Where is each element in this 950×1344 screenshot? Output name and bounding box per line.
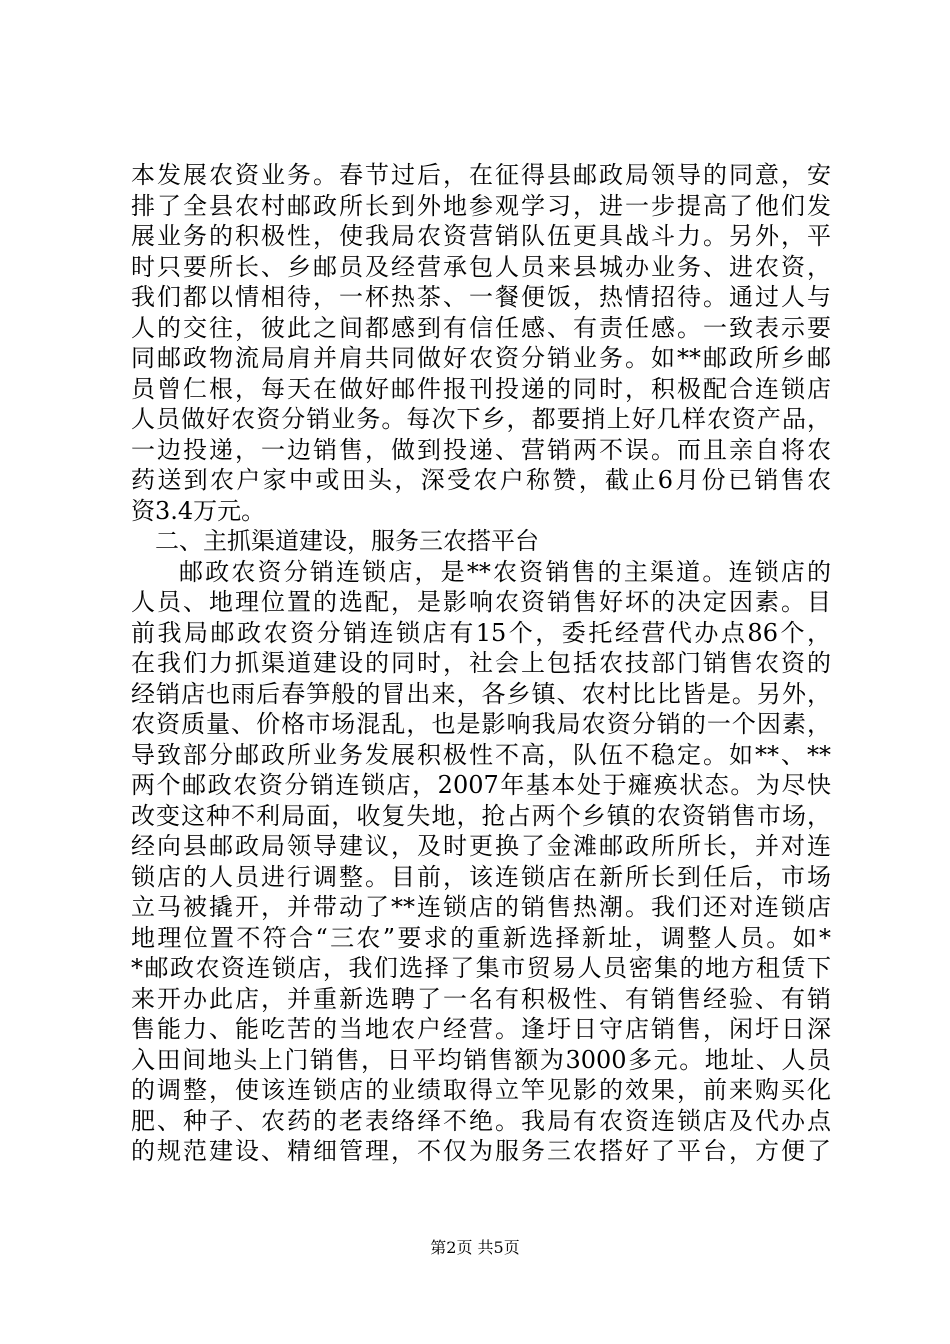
text-line: *邮政农资连锁店，我们选择了集市贸易人员密集的地方租赁下 [131,954,831,982]
text-line: 人的交往，彼此之间都感到有信任感、有责任感。一致表示要 [131,313,831,342]
text-line: 本发展农资业务。春节过后，在征得县邮政局领导的同意，安 [131,161,831,189]
text-line: 的规范建设、精细管理，不仅为服务三农搭好了平台，方便了 [131,1137,831,1165]
text-line: 资3.4万元。 [131,496,266,525]
text-line: 来开办此店，并重新选聘了一名有积极性、有销售经验、有销 [131,984,831,1013]
text-line: 锁店的人员进行调整。目前，该连锁店在新所长到任后，市场 [131,862,831,891]
text-line: 经销店也雨后春笋般的冒出来，各乡镇、农村比比皆是。另外， [131,679,831,708]
text-line: 在我们力抓渠道建设的同时，社会上包括农技部门销售农资的 [131,649,831,677]
text-line: 立马被撬开，并带动了**连锁店的销售热潮。我们还对连锁店 [131,893,831,921]
text-line: 入田间地头上门销售，日平均销售额为3000多元。地址、人员 [131,1045,831,1074]
text-line: 人员做好农资分销业务。每次下乡，都要捎上好几样农资产品， [131,405,831,433]
document-body [131,160,831,1167]
text-line: 售能力、能吃苦的当地农户经营。逢圩日守店销售，闲圩日深 [131,1015,831,1043]
text-line: 地理位置不符合“三农”要求的重新选择新址，调整人员。如* [131,923,831,952]
text-line: 改变这种不利局面，收复失地，抢占两个乡镇的农资销售市场， [131,801,831,830]
text-line: 的调整，使该连锁店的业绩取得立竿见影的效果，前来购买化 [131,1076,831,1104]
section-heading: 二、主抓渠道建设，服务三农搭平台 [155,527,539,555]
text-line: 前我局邮政农资分销连锁店有15个，委托经营代办点86个， [131,618,831,647]
text-line: 我们都以情相待，一杯热茶、一餐便饭，热情招待。通过人与 [131,283,831,311]
text-line: 时只要所长、乡邮员及经营承包人员来县城办业务、进农资， [131,252,831,281]
text-line: 一边投递，一边销售，做到投递、营销两不误。而且亲自将农 [131,435,831,464]
text-line: 药送到农户家中或田头，深受农户称赞，截止6月份已销售农 [131,466,831,494]
text-line: 排了全县农村邮政所长到外地参观学习，进一步提高了他们发 [131,191,831,220]
text-line: 展业务的积极性，使我局农资营销队伍更具战斗力。另外，平 [131,222,831,250]
text-line: 肥、种子、农药的老表络绎不绝。我局有农资连锁店及代办点 [131,1106,831,1135]
text-line: 邮政农资分销连锁店，是**农资销售的主渠道。连锁店的 [179,557,831,586]
text-line: 经向县邮政局领导建议，及时更换了金滩邮政所所长，并对连 [131,832,831,860]
text-line: 导致部分邮政所业务发展积极性不高，队伍不稳定。如**、** [131,740,831,769]
text-line: 人员、地理位置的选配，是影响农资销售好坏的决定因素。目 [131,588,831,616]
text-line: 同邮政物流局肩并肩共同做好农资分销业务。如**邮政所乡邮 [131,344,831,372]
text-line: 农资质量、价格市场混乱，也是影响我局农资分销的一个因素， [131,710,831,738]
page-footer: 第2页 共5页 [430,1238,520,1257]
text-line: 员曾仁根，每天在做好邮件报刊投递的同时，积极配合连锁店 [131,374,831,403]
text-line: 两个邮政农资分销连锁店，2007年基本处于瘫痪状态。为尽快 [131,771,831,799]
